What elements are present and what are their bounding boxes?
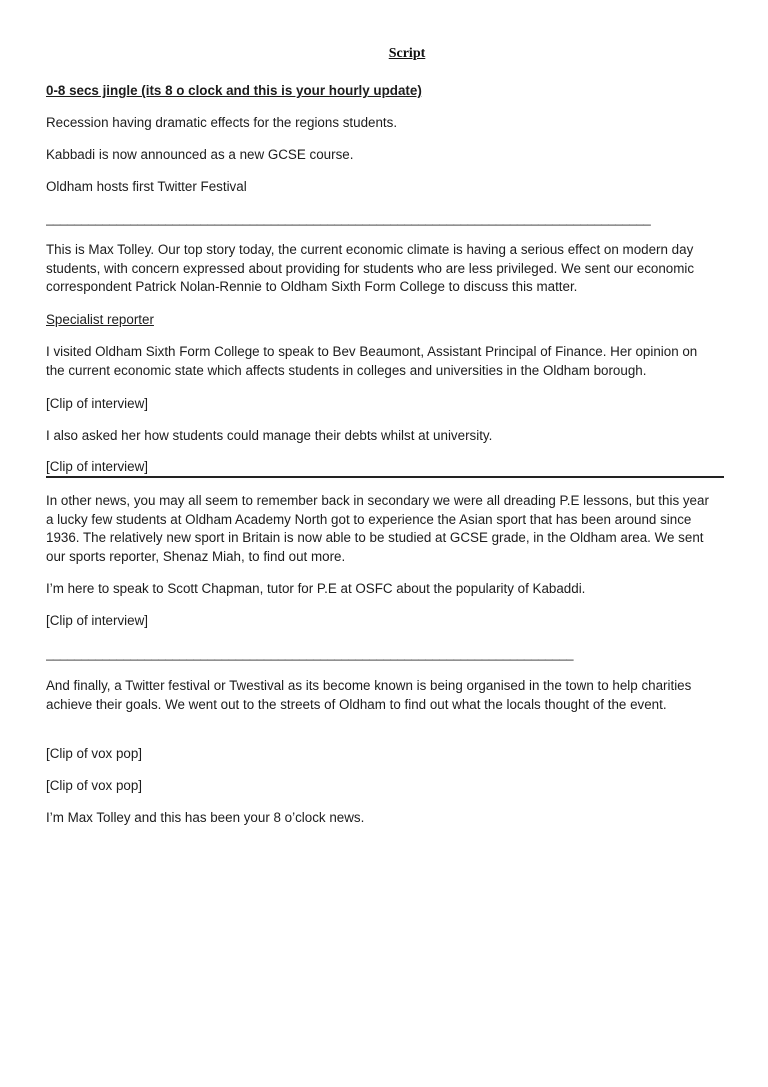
specialist-reporter-heading: Specialist reporter bbox=[46, 312, 154, 327]
clip-interview-2: [Clip of interview] bbox=[46, 459, 148, 474]
debts-question-line: I also asked her how students could manage their debts whilst at university. bbox=[46, 428, 493, 443]
clip-vox-pop-2: [Clip of vox pop] bbox=[46, 778, 143, 793]
document-title: Script bbox=[388, 46, 426, 61]
signoff-line: I’m Max Tolley and this has been your 8 o’clock news. bbox=[46, 810, 365, 825]
summary-item-twitter: Oldham hosts first Twitter Festival bbox=[46, 179, 247, 194]
sport-paragraph: In other news, you may all seem to remember back in secondary we were all dreading P.E lessons, but this year a lucky few students at Oldham Academy North got to experience the Asian sport that has been around since 1936. The relatively new sport in Britain is now able to be studied at GCSE grade, in the Oldham area. We sent our sports reporter, Shenaz Miah, to find out more. bbox=[46, 493, 709, 564]
twitter-paragraph: And finally, a Twitter festival or Twestival as its become known is being organised in the town to help charities achieve their goals. We went out to the streets of Oldham to find out what the locals thought of the event. bbox=[46, 678, 692, 712]
jingle-headline: 0-8 secs jingle (its 8 o clock and this is your hourly update) bbox=[46, 83, 422, 98]
clip-interview-1: [Clip of interview] bbox=[46, 396, 148, 411]
clip-vox-pop-1: [Clip of vox pop] bbox=[46, 746, 143, 761]
section-divider bbox=[46, 476, 724, 478]
specialist-paragraph: I visited Oldham Sixth Form College to speak to Bev Beaumont, Assistant Principal of Finance. Her opinion on the current economic state which affects students in colleges and universities in the Oldham borough. bbox=[46, 344, 698, 378]
summary-item-recession: Recession having dramatic effects for the regions students. bbox=[46, 115, 398, 130]
summary-item-kabbadi: Kabbadi is now announced as a new GCSE course. bbox=[46, 147, 354, 162]
clip-interview-3: [Clip of interview] bbox=[46, 613, 148, 628]
sport-reporter-line: I’m here to speak to Scott Chapman, tutor for P.E at OSFC about the popularity of Kabaddi. bbox=[46, 581, 586, 596]
separator-line: ___________________________________________________________________________ bbox=[46, 647, 574, 661]
separator-line: ______________________________________________________________________________________ bbox=[46, 212, 651, 226]
intro-paragraph: This is Max Tolley. Our top story today, the current economic climate is having a serious effect on modern day students, with concern expressed about providing for students who are less privileged. We sent our economic correspondent Patrick Nolan-Rennie to Oldham Sixth Form College to discuss this matter. bbox=[46, 242, 695, 294]
